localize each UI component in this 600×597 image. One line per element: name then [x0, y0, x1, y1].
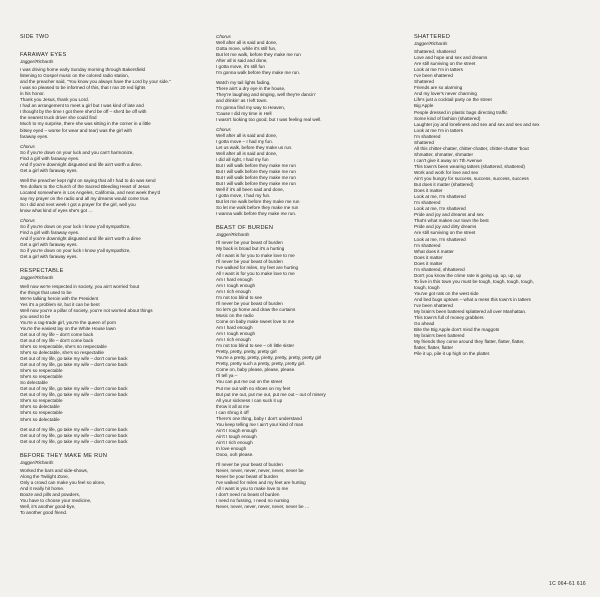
lyric-stanza	[20, 284, 200, 423]
lyric-line: She's so respectable	[20, 374, 63, 380]
lyric-line: Booze and pills and powders,	[20, 491, 81, 497]
lyric-line: I'll never be your beast of burden	[216, 240, 283, 246]
lyric-line: Well now you're a pillar of society, you're not worried about things	[20, 307, 153, 313]
lyric-line: Well after all is said and done,	[216, 150, 278, 156]
lyric-line: I had an arrangement to meet a girl but I was kind of late and	[20, 103, 144, 109]
lyric-line: Never, never, never, never, never, never be	[216, 468, 304, 474]
lyric-line: Am I hard enough	[216, 276, 253, 282]
lyric-line: you used to be	[20, 313, 51, 319]
lyric-line: I'll never be your beast of burden	[216, 300, 283, 306]
lyric-stanza	[20, 178, 200, 214]
lyric-line: Well after all is said and done,	[216, 132, 278, 138]
lyric-line: I need no fussing, I need no nursing	[216, 498, 290, 504]
lyric-line: I gotta move, I had my fun.	[216, 193, 271, 199]
lyric-line: Gotta move, while it's still fun,	[216, 46, 277, 52]
lyric-line: She's so delectable, she's so respectable	[20, 350, 104, 356]
lyric-line: There ain't a dry eye in the house,	[216, 86, 286, 92]
lyric-line: Get out of my life, go take my wife – don't come back	[20, 438, 128, 444]
lyric-line: Worked the bars and side-shows,	[20, 467, 89, 473]
lyric-line: There's one thing, baby I don't understand	[216, 415, 302, 421]
lyric-line: tough, tough	[414, 284, 440, 290]
lyric-line: Well after all is said and done,	[216, 40, 278, 46]
song-block	[414, 34, 584, 357]
lyric-line: Are still surviving on the street	[414, 230, 476, 236]
lyric-line: Thank you Jesus, thank you Lord.	[20, 97, 89, 103]
lyric-line: Get out of my life, go take my wife – don't come back	[20, 432, 128, 438]
lyric-line: Never, never, never, never, never, never be …	[216, 504, 310, 510]
chorus-label: Chorus	[216, 126, 231, 132]
lyric-line: And if you're downright disgusted and life ain't worth a dime,	[20, 161, 143, 167]
lyric-line: I wanna walk before they make me run.	[216, 211, 297, 217]
lyric-line: Never be your beast of burden	[216, 474, 279, 480]
lyric-line: So delectable	[20, 380, 48, 386]
lyric-line: And my lover's never charming	[414, 91, 477, 97]
lyric-line: You're a rag-trade girl, you're the queen of porn	[20, 319, 117, 325]
lyric-line: I'm gonna find my way to Heaven,	[216, 104, 286, 110]
lyrics-column-right	[414, 34, 584, 365]
lyric-line: I'm shattered	[414, 242, 441, 248]
lyric-line: This town's full of money grabbers	[414, 315, 484, 321]
lyric-line: I gotta move, it's still fun	[216, 64, 265, 70]
song-title: BEAST OF BURDEN	[216, 225, 274, 232]
lyric-stanza	[20, 468, 200, 516]
lyric-line: Does it matter	[414, 188, 443, 194]
lyric-line: She's so respectable	[20, 368, 63, 374]
lyric-line: Look at me, I'm shattered	[414, 236, 466, 242]
lyric-line: Get a girl with faraway eyes.	[20, 254, 78, 260]
lyric-stanza	[414, 49, 584, 357]
lyric-line: You're a pretty, pretty, pretty, pretty, pretty, pretty girl	[216, 355, 322, 361]
lyric-line: They're laughing and singing, well they're dancin'	[216, 92, 316, 98]
lyric-line: All I want is for you to make love to me	[216, 270, 295, 276]
lyric-line: Am I rich enough	[216, 288, 251, 294]
lyric-line: Shmatter, shmatter, shmatter	[414, 151, 473, 157]
lyric-line: Pretty, pretty such a pretty, pretty, pretty girl.	[216, 361, 306, 367]
lyric-stanza	[216, 80, 396, 122]
lyric-stanza	[216, 240, 396, 458]
lyric-line: You're the easiest lay on the White House lawn	[20, 325, 116, 331]
lyric-line: I wasn't looking too good, but I was feeling real well.	[216, 116, 322, 122]
lyric-line: Ain't you hungry for success, success, success, success	[414, 176, 529, 182]
side-label: SIDE TWO	[20, 34, 49, 40]
lyric-line: But I will walk before they make me run	[216, 162, 296, 168]
lyric-line: So if you're down on your luck I know y'all sympathize,	[20, 224, 131, 230]
lyric-line: Ain't I rich enough	[216, 439, 253, 445]
lyric-line: say my prayer on the radio and all my dreams would come true.	[20, 195, 150, 201]
lyric-line: All your sickness I can suck it up	[216, 397, 283, 403]
lyric-line: Get out of my life, go take my wife – don't come back	[20, 386, 128, 392]
lyric-line: Laughter joy and loneliness and sex and sex and sex and sex	[414, 121, 540, 127]
lyric-stanza	[20, 427, 200, 445]
chorus-label: Chorus	[216, 34, 231, 39]
lyric-line: the things that used to be	[20, 289, 72, 295]
lyric-line: I gotta move – I had my fun.	[216, 138, 273, 144]
lyric-line: I can shrug it off	[216, 409, 249, 415]
lyric-line: Shattered	[414, 139, 434, 145]
lyric-line: I've been shattered	[414, 303, 453, 309]
lyric-line: Am I rough enough	[216, 282, 256, 288]
lyric-line: She's so respectable, she's so respectable	[20, 343, 107, 349]
lyric-line: She's so respectable	[20, 398, 63, 404]
catalog-number: 1C 064-61 616	[549, 581, 586, 587]
lyric-line: All this chitter-chatter, chitter-chatter, chitter-chatter 'bout	[414, 145, 529, 151]
lyric-line: Well now we're respected in society, you ain't worried 'bout	[20, 283, 140, 289]
lyric-line: I've walked for miles and my feet are hurting	[216, 480, 306, 486]
lyric-line: All I want is you to make love to me	[216, 486, 288, 492]
lyric-line: Pretty, pretty, pretty, pretty girl	[216, 349, 277, 355]
lyric-line: Look at me I'm in tatters	[414, 67, 463, 73]
lyric-line: Find a girl with faraway eyes.	[20, 230, 80, 236]
lyric-line: But let me walk, before they make me run	[216, 52, 301, 58]
lyric-line: But let me walk before they make me run	[216, 199, 300, 205]
lyric-line: All I want is for you to make love to me	[216, 252, 295, 258]
lyric-line: Along the Twilight Zone,	[20, 473, 69, 479]
lyric-line: She's so delectable	[20, 416, 60, 422]
lyric-line: And bed bugs uptown – what a mess this town's in tatters	[414, 296, 531, 302]
lyric-line: You keep telling me I ain't your kind of man	[216, 421, 304, 427]
song-block	[20, 453, 200, 516]
lyrics-column-left	[20, 52, 200, 524]
lyric-line: This town's been wearing tatters (shattered, shattered)	[414, 163, 525, 169]
chorus-label: Chorus	[20, 218, 35, 224]
lyric-line: My brain's been battered splattered all over Manhattan.	[414, 309, 527, 315]
lyric-line: Get a girl with faraway eyes.	[20, 242, 78, 248]
lyric-line: So if you're down on your luck and you can't harmonize,	[20, 149, 134, 155]
lyric-line: listening to Gospel music on the colored radio station,	[20, 73, 130, 79]
lyric-line: Love and hope and sex and dreams	[414, 55, 488, 61]
lyric-line: And it really hit home.	[20, 485, 65, 491]
lyric-line: But I will walk before they make me run	[216, 181, 296, 187]
lyric-line: Oooo, ooh please.	[216, 452, 254, 458]
lyric-line: flatter, flatter, flatter	[414, 345, 454, 351]
songwriter-credit: Jagger/Richards	[216, 232, 250, 238]
songwriter-credit: Jagger/Richards	[20, 459, 54, 465]
songwriter-credit: Jagger/Richards	[414, 41, 448, 46]
lyric-stanza	[20, 144, 200, 174]
song-block	[216, 225, 396, 510]
lyric-stanza	[216, 462, 396, 510]
lyrics-column-middle	[216, 34, 396, 518]
lyric-line: Look at me, I'm shattered	[414, 206, 466, 212]
lyric-line: Friends are so alarming	[414, 85, 463, 91]
lyric-line: Does it matter	[414, 260, 443, 266]
lyric-line: the nearest truck driver she could find	[20, 115, 97, 121]
songwriter-credit: Jagger/Richards	[20, 275, 54, 281]
lyric-stanza	[216, 34, 396, 76]
song-title: SHATTERED	[414, 34, 451, 40]
lyric-line: But put me out, put me out, put me out – out of misery	[216, 391, 326, 397]
lyric-line: Well the preacher kept right on saying that all I had to do was send	[20, 177, 156, 183]
lyric-line: Let us walk, before they make us run.	[216, 144, 293, 150]
lyric-line: So if you're down on your luck I know y'all sympathize,	[20, 248, 131, 254]
lyric-line: Are still surviving on the street	[414, 61, 476, 67]
lyric-line: After all is said and done,	[216, 58, 268, 64]
song-title: BEFORE THEY MAKE ME RUN	[20, 452, 108, 459]
lyric-line: Am I rich enough	[216, 337, 251, 343]
lyric-line: Bite the Big Apple don't mind the maggots	[414, 327, 500, 333]
lyric-line: Come on baby make sweet love to me	[216, 319, 295, 325]
lyric-stanza	[216, 127, 396, 218]
lyric-line: I'm not too blind to see – oh little sister	[216, 343, 294, 349]
lyric-line: I'll never be your beast of burden	[216, 258, 283, 264]
lyric-line: So I did and next week I got a prayer for the girl, well you	[20, 202, 136, 208]
lyric-line: Don't you know the crime rate is going up, up, up, up	[414, 272, 522, 278]
lyric-line: Get out of my life, go take my wife – don't come back	[20, 362, 128, 368]
lyric-line: Shattered, shattered	[414, 49, 456, 55]
lyric-line: Ain't I rough enough	[216, 427, 257, 433]
lyric-line: I'm not too blind to see	[216, 294, 263, 300]
lyric-line: But does it matter (shattered)	[414, 182, 474, 188]
lyric-line: I'm gonna walk before they make me run.	[216, 70, 301, 76]
lyric-line: People dressed in plastic bags directing traffic	[414, 109, 508, 115]
lyric-line: Music on the radio	[216, 312, 254, 318]
lyric-line: You have to choose your medicine,	[20, 498, 92, 503]
lyric-line: Watch my tail lights fading,	[216, 80, 271, 86]
lyric-line: You can put me out on the street	[216, 379, 283, 385]
lyric-line: In love enough	[216, 446, 247, 451]
lyric-line: I'll tell ya –	[216, 373, 238, 379]
lyric-stanza	[20, 218, 200, 260]
lyric-line: and drinkin' as I left town.	[216, 98, 268, 104]
lyric-line: I thought by the time I got there she'd be off – she'd be off with	[20, 109, 147, 115]
lyric-line: I don't need no beast of burden	[216, 492, 280, 498]
lyric-line: Yes it's a problem sir, but it can be bent	[20, 301, 100, 307]
lyric-line: She's so respectable	[20, 410, 63, 416]
chorus-label: Chorus	[20, 143, 35, 149]
lyric-line: My friends they come around they flatter, flatter, flatter,	[414, 339, 525, 345]
lyric-line: You've got rats on the west side	[414, 290, 479, 296]
lyric-line: But I will walk before they make me run	[216, 175, 296, 181]
lyric-stanza	[20, 67, 200, 140]
lyric-line: Some kind of fashion (shattered)	[414, 115, 481, 121]
lyric-line: Well, it's another good-bye,	[20, 504, 76, 510]
lyric-line: Look at me I'm in tatters	[414, 127, 463, 133]
song-title: FARAWAY EYES	[20, 52, 67, 58]
lyric-line: I'm shattered	[414, 200, 441, 206]
lyric-line: Does it matter	[414, 254, 443, 260]
lyric-line: Get out of my life – don't come back	[20, 337, 94, 343]
lyric-line: Get a girl with faraway eyes.	[20, 167, 78, 173]
lyric-line: Shattered	[414, 79, 434, 85]
lyric-line: Pride and joy and dirty dreams	[414, 224, 477, 230]
lyric-line: Well if it's all been said and done,	[216, 187, 284, 193]
lyric-line: Ten dollars to the Church of the Sacred Bleeding Heart of Jesus	[20, 183, 150, 189]
lyric-line: Pride and joy and dreams and sex	[414, 212, 484, 218]
lyric-line: Life's just a cocktail party on the street	[414, 97, 492, 103]
lyric-line: Look at me, I'm shattered	[414, 194, 466, 200]
lyric-line: Am I rough enough	[216, 331, 256, 337]
lyric-line: I did all right, I had my fun	[216, 156, 269, 162]
lyric-line: Go ahead	[414, 321, 435, 327]
lyric-line: Ain't I tough enough	[216, 433, 257, 439]
lyric-line: We're talking heroin with the President	[20, 295, 99, 301]
lyric-line: To another good friend.	[20, 510, 68, 516]
lyric-line: Get out of my life, go take my wife – don't come back	[20, 426, 128, 432]
lyric-line: So let me walk before they make me run	[216, 205, 299, 211]
lyric-line: To live in this town you must be tough, tough, tough, tough,	[414, 278, 534, 284]
song-block	[20, 268, 200, 444]
lyric-line: I've been shattered	[414, 73, 453, 79]
lyric-line: Located somewhere in Los Angeles, California, and next week they'd	[20, 189, 161, 195]
lyric-line: Pile it up, pile it up high on the platter.	[414, 351, 491, 357]
lyric-line: I was so pleased to be informed of this, that I ran 20 red lights	[20, 85, 146, 91]
lyric-line: Much to my surprise, there she was sitting in the corner in a little	[20, 121, 151, 127]
song-block	[20, 52, 200, 260]
lyric-line: know what kind of eyes she's got …	[20, 208, 93, 214]
lyric-line: And if you're downright disgusted and life ain't worth a dime	[20, 236, 141, 242]
lyric-line: 'Cause I did my time in Hell	[216, 110, 272, 116]
lyric-line: I've walked for miles, my feet are hurting	[216, 264, 299, 270]
lyric-line: in his honor.	[20, 91, 45, 97]
lyric-line: I'll never be your beast of burden	[216, 462, 283, 468]
lyric-line: Get out of my life – don't come back	[20, 331, 94, 337]
lyric-line: So let's go home and draw the curtains	[216, 306, 296, 312]
lyric-line: Big Apple	[414, 103, 434, 109]
lyric-line: That's what makes our town the best	[414, 218, 489, 224]
songwriter-credit: Jagger/Richards	[20, 59, 54, 64]
lyric-line: Work and work for love and sex	[414, 169, 479, 175]
lyric-line: Get out of my life, go take my wife – don't come back	[20, 392, 128, 398]
lyric-line: and the preacher said, "You know you always have the Lord by your side."	[20, 79, 171, 85]
lyric-line: She's so delectable	[20, 404, 60, 410]
lyric-line: throw it all at me	[216, 403, 250, 409]
lyric-line: I can't give it away on 7th Avenue	[414, 157, 482, 163]
lyric-line: I'm shattered	[414, 133, 441, 139]
lyric-line: What does it matter	[414, 248, 454, 254]
lyric-line: Am I hard enough	[216, 325, 253, 331]
lyric-line: faraway eyes.	[20, 133, 49, 139]
lyric-line: I'm shattered, shhattered	[414, 266, 465, 272]
lyric-line: Get out of my life, go take my wife – don't come back	[20, 356, 128, 362]
lyric-line: But I will walk before they make me run	[216, 168, 296, 174]
song-title: RESPECTABLE	[20, 268, 64, 275]
song-block	[216, 34, 396, 217]
lyric-line: My brain's been battered	[414, 333, 465, 339]
lyric-line: I was driving home early Sunday morning through Bakersfield	[20, 67, 146, 73]
lyric-line: My back is broad but it's a hurting	[216, 246, 285, 252]
lyric-line: Find a girl with faraway eyes.	[20, 155, 80, 161]
lyric-line: Put me out with no shoes on my feet	[216, 385, 291, 391]
lyric-line: Only a crowd can make you feel so alone,	[20, 479, 106, 485]
lyric-line: bitsey eyed – worse for wear and tear) was the girl with	[20, 127, 133, 133]
lyric-line: Come on, baby please, please, please.	[216, 367, 296, 373]
